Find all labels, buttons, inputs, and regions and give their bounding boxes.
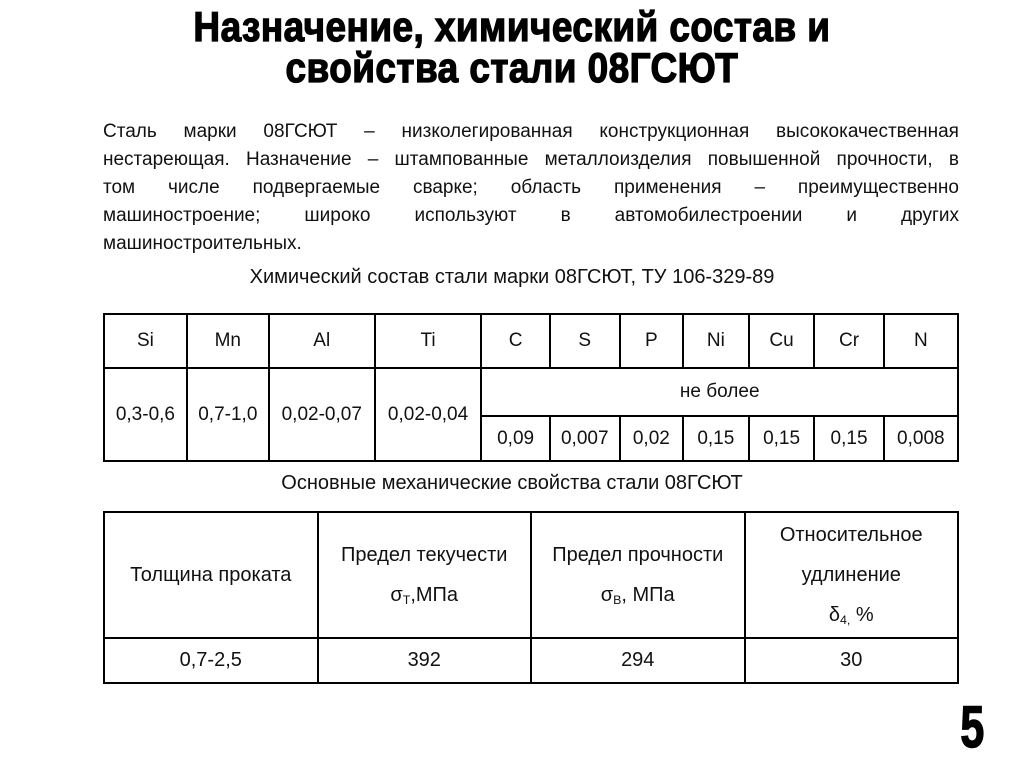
mech-table-caption: Основные механические свойства стали 08ГСЮТ <box>281 472 743 494</box>
mech-header-line: Относительное <box>779 524 923 546</box>
chem-header-Mn: Mn <box>187 314 269 368</box>
paragraph-word: Назначение <box>245 149 352 170</box>
paragraph-word: конструкционная <box>599 121 750 142</box>
mech-header-line: Толщина проката <box>130 564 292 586</box>
paragraph-word: Сталь <box>103 121 157 142</box>
paragraph-line <box>103 230 959 258</box>
chem-header-P: P <box>620 314 683 368</box>
chem-max-value-cell: 0,15 <box>749 416 815 461</box>
mech-header-elongation <box>745 512 959 638</box>
chem-range-cell: 0,02-0,07 <box>269 368 375 461</box>
paragraph-word: повышенной <box>707 149 821 170</box>
chem-max-label-cell: не более <box>481 368 958 416</box>
chem-range-cell: 0,7-1,0 <box>187 368 269 461</box>
chem-max-value-cell: 0,15 <box>814 416 883 461</box>
paragraph-word: и <box>846 205 857 226</box>
chemical-composition-table <box>103 313 959 462</box>
paragraph-line <box>103 146 959 174</box>
chem-max-value-cell: 0,008 <box>884 416 958 461</box>
mech-header-line: $\sigma_В$, МПа <box>600 584 675 608</box>
mech-header-line: Предел текучести <box>341 544 508 566</box>
paragraph-word: автомобилестроении <box>614 205 803 226</box>
slide-title-text <box>193 3 831 91</box>
paragraph-word: нестареющая. <box>103 149 230 170</box>
description-paragraph <box>103 118 959 258</box>
mech-value-cell: 294 <box>531 638 745 683</box>
mech-header-tensile-strength <box>531 512 745 638</box>
paragraph-word: высококачественная <box>775 121 959 142</box>
chem-max-value-cell: 0,09 <box>481 416 549 461</box>
mech-header-line: $\delta_{4,}$ % <box>828 604 874 628</box>
paragraph-word: сварке; <box>412 177 478 198</box>
paragraph-line <box>103 202 959 230</box>
chem-header-Ni: Ni <box>683 314 749 368</box>
chem-header-Cu: Cu <box>749 314 815 368</box>
paragraph-word: машиностроение; <box>103 205 261 226</box>
chem-max-value-cell: 0,15 <box>683 416 749 461</box>
mech-value-cell: 30 <box>745 638 959 683</box>
title-line-1: Назначение, химический состав и <box>193 3 831 50</box>
paragraph-word: – <box>364 121 375 142</box>
paragraph-word: 08ГСЮТ <box>263 121 338 142</box>
paragraph-word: широко <box>304 205 371 226</box>
paragraph-word: числе <box>168 177 220 198</box>
paragraph-word: используют <box>414 205 517 226</box>
chem-header-N: N <box>884 314 958 368</box>
paragraph-word: применения <box>613 177 722 198</box>
paragraph-word: – <box>367 149 379 170</box>
mech-header-line: удлинение <box>801 564 901 586</box>
paragraph-word: область <box>510 177 582 198</box>
title-line-2: свойства стали 08ГСЮТ <box>285 44 739 91</box>
paragraph-word: низколегированная <box>401 121 573 142</box>
chem-table-caption: Химический состав стали марки 08ГСЮТ, ТУ 106-329-89 <box>249 266 775 288</box>
paragraph-word: – <box>754 177 766 198</box>
chem-header-Si: Si <box>104 314 187 368</box>
paragraph-word: подвергаемые <box>252 177 381 198</box>
mechanical-properties-table <box>103 511 959 684</box>
paragraph-word: в <box>560 205 571 226</box>
chem-header-Cr: Cr <box>814 314 883 368</box>
paragraph-word: преимущественно <box>797 177 959 198</box>
paragraph-word: марки <box>183 121 237 142</box>
paragraph-line <box>103 118 959 146</box>
chem-header-Ti: Ti <box>375 314 482 368</box>
chem-header-Al: Al <box>269 314 375 368</box>
mech-header-line: Предел прочности <box>552 544 724 566</box>
paragraph-word: штампованные <box>394 149 529 170</box>
chem-header-C: C <box>481 314 549 368</box>
slide-title <box>0 3 1024 91</box>
paragraph-word: том <box>103 177 136 198</box>
mech-value-cell: 392 <box>318 638 532 683</box>
chem-range-cell: 0,3-0,6 <box>104 368 187 461</box>
chem-header-S: S <box>550 314 620 368</box>
paragraph-line <box>103 174 959 202</box>
page-number: 5 <box>960 695 984 760</box>
paragraph-word: прочности, <box>836 149 933 170</box>
paragraph-word: машиностроительных. <box>103 233 302 254</box>
mech-header-thickness <box>104 512 318 638</box>
chem-range-cell: 0,02-0,04 <box>375 368 482 461</box>
chem-max-value-cell: 0,007 <box>550 416 620 461</box>
paragraph-word: других <box>901 205 959 226</box>
mech-header-line: $\sigma_Т,МПа$ <box>390 584 459 608</box>
mech-value-cell: 0,7-2,5 <box>104 638 318 683</box>
paragraph-word: металлоизделия <box>544 149 692 170</box>
paragraph-word: в <box>948 149 959 170</box>
chem-max-value-cell: 0,02 <box>620 416 683 461</box>
mech-header-yield-strength <box>318 512 532 638</box>
